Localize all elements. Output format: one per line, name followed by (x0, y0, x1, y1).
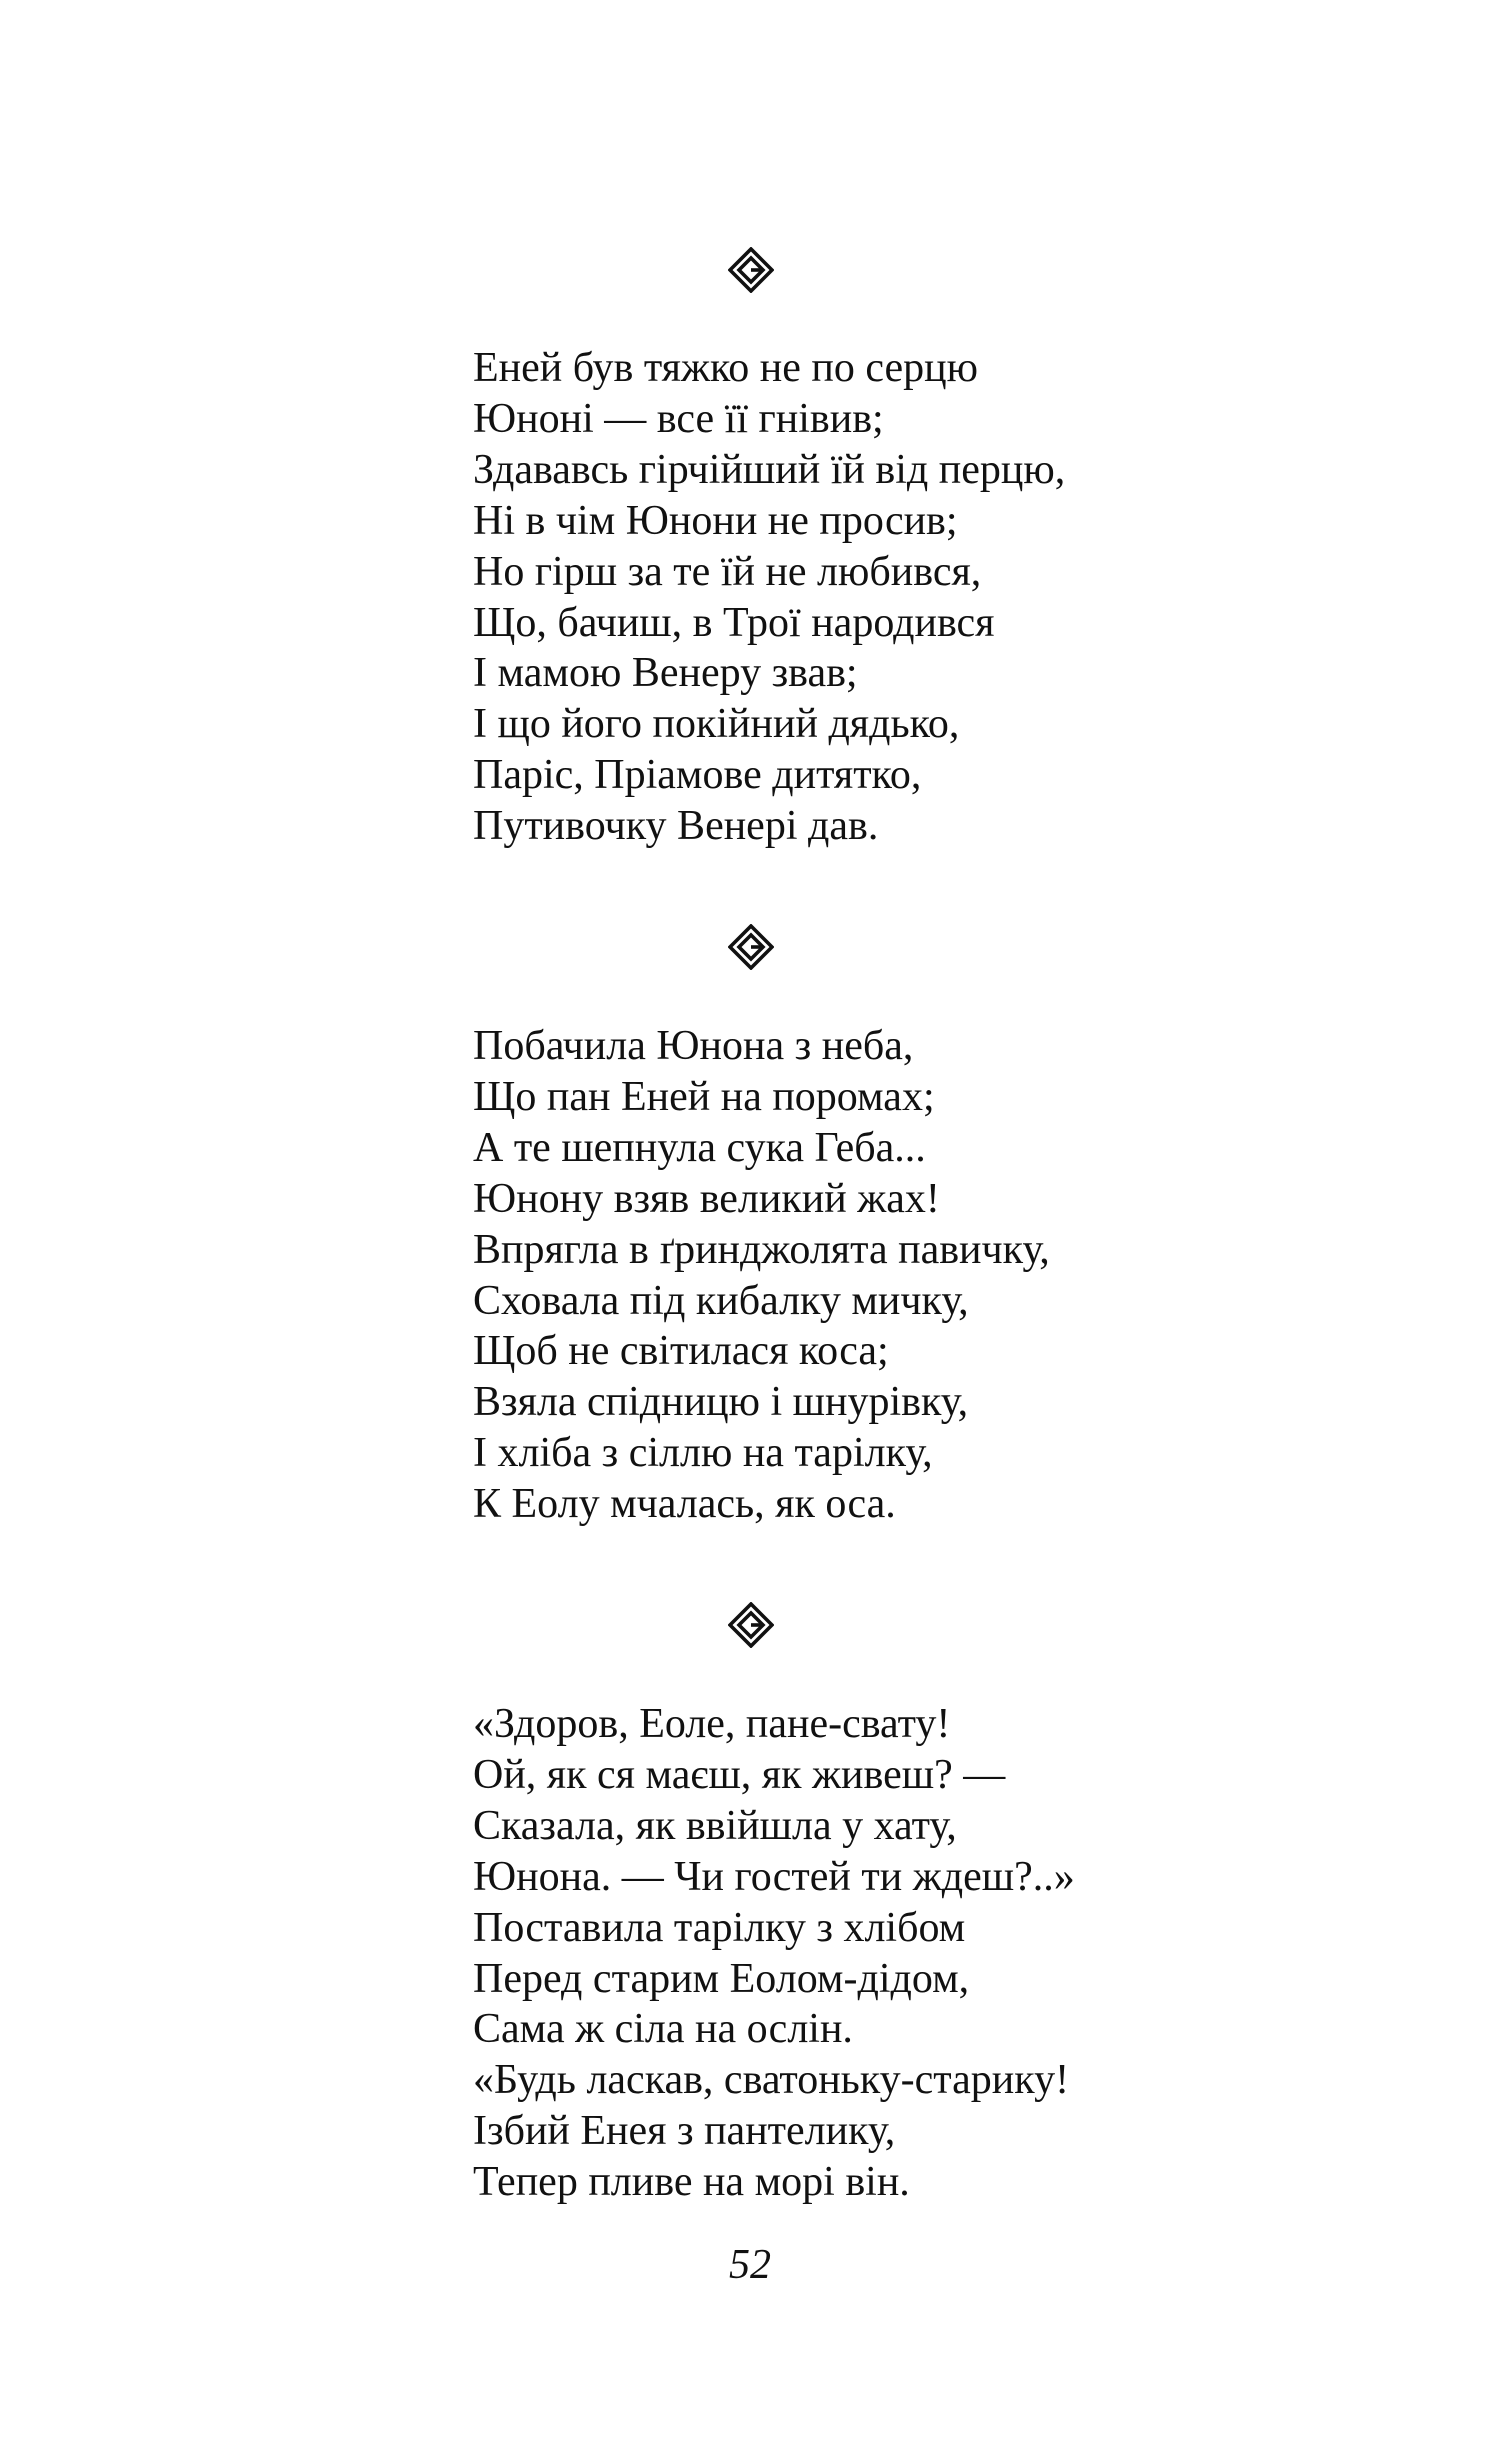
verse-line: Ні в чім Юнони не просив; (473, 497, 958, 544)
verse-line: Юнону взяв великий жах! (473, 1175, 940, 1222)
verse-line: Сказала, як ввійшла у хату, (473, 1802, 957, 1849)
verse-line: «Здоров, Еоле, пане-свату! (473, 1701, 951, 1747)
stanza-2 (473, 1021, 1373, 1530)
verse-line: Взяла спідницю і шнурівку, (473, 1379, 969, 1426)
verse-line: Тепер пливе на морі він. (473, 2159, 910, 2206)
verse-line: Впрягла в ґринджолята павичку, (473, 1226, 1050, 1273)
verse-line: Сховала під кибалку мичку, (473, 1277, 969, 1324)
verse-line: Щоб не світилася коса; (473, 1328, 889, 1375)
verse-line: «Будь ласкав, сватоньку-старику! (473, 2057, 1070, 2104)
verse-line: І хліба з сіллю на тарілку, (473, 1430, 933, 1477)
verse-line: Паріс, Пріамове дитятко, (473, 752, 922, 799)
diamond-knot-icon (728, 247, 774, 293)
verse-line: Но гірш за те їй не любився, (473, 548, 982, 595)
verse-line: Здававсь гірчійший їй від перцю, (473, 446, 1066, 493)
verse-line: Що, бачиш, в Трої народився (473, 599, 995, 646)
diamond-knot-icon (728, 1602, 774, 1648)
verse-line: Що пан Еней на поромах; (473, 1073, 935, 1120)
verse-line: Ізбий Енея з пантелику, (473, 2108, 896, 2155)
verse-line: І мамою Венеру звав; (473, 650, 858, 697)
verse-line: Путивочку Венері дав. (473, 803, 879, 850)
verse-line: Еней був тяжко не по серцю (473, 345, 979, 391)
verse-line: І що його покійний дядько, (473, 701, 960, 748)
page-number: 52 (729, 2242, 771, 2288)
verse-line: А те шепнула сука Геба... (473, 1124, 926, 1171)
verse-line: К Еолу мчалась, як оса. (473, 1481, 896, 1528)
diamond-knot-icon (728, 924, 774, 970)
verse-line: Поставила тарілку з хлібом (473, 1904, 966, 1951)
stanza-3 (473, 1699, 1373, 2208)
verse-line: Сама ж сіла на ослін. (473, 2006, 853, 2053)
verse-line: Перед старим Еолом-дідом, (473, 1955, 970, 2002)
verse-line: Побачила Юнона з неба, (473, 1023, 914, 1069)
verse-line: Юнона. — Чи гостей ти ждеш?..» (473, 1853, 1075, 1900)
verse-line: Юноні — все її гнівив; (473, 395, 884, 442)
stanza-1 (473, 343, 1373, 852)
verse-line: Ой, як ся маєш, як живеш? — (473, 1751, 1006, 1798)
